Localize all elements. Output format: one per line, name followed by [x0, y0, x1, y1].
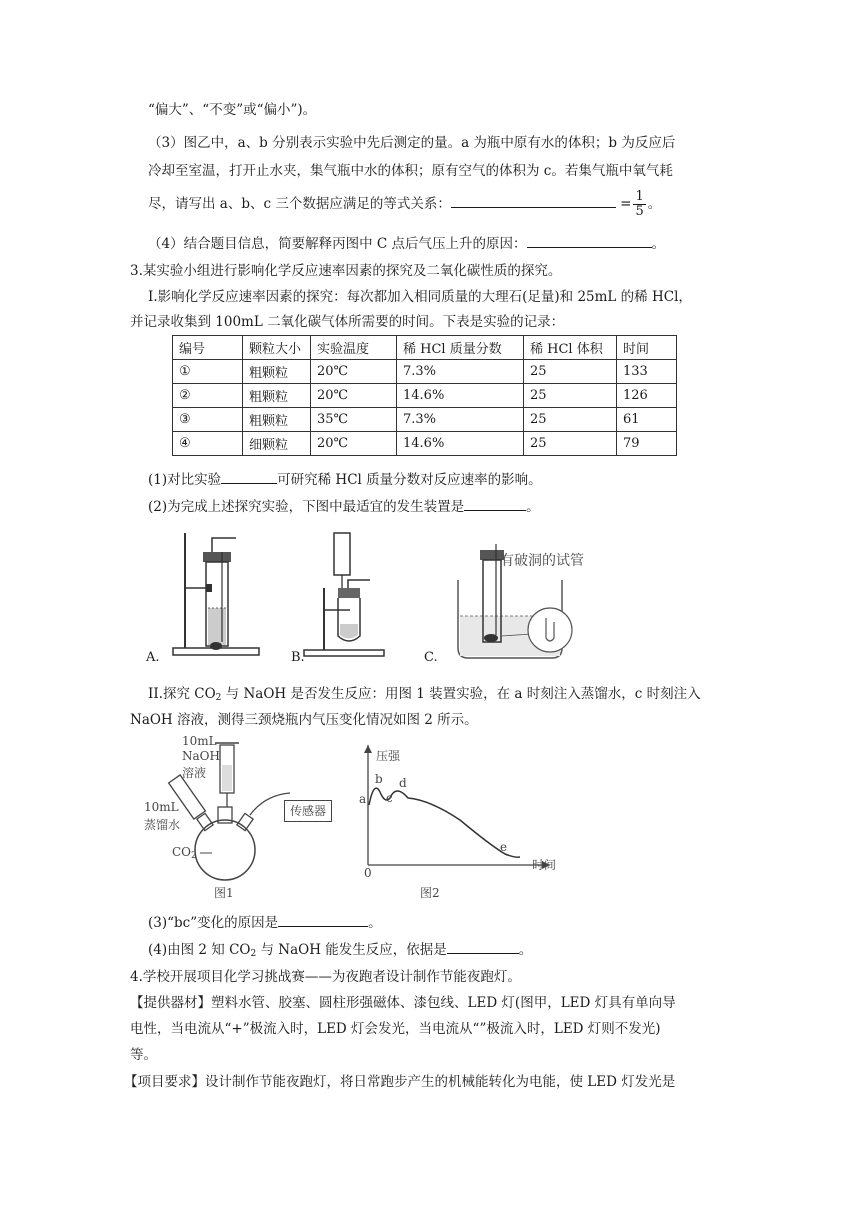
point-e-label: e: [500, 840, 508, 854]
table-cell: 25: [524, 360, 617, 384]
table-header: 编号: [173, 336, 243, 360]
p3-q2: [148, 497, 540, 517]
q4-end: 。: [651, 236, 666, 252]
table-header: 实验温度: [311, 336, 397, 360]
apparatus-c-label: C.: [424, 650, 438, 665]
q1-text-a: (1)对比实验: [148, 472, 222, 488]
co2-subscript: 2: [215, 693, 222, 703]
q4b-end: 。: [518, 942, 533, 958]
part2-text-a: II.探究 CO: [148, 686, 216, 702]
table-row: [173, 408, 677, 432]
q3-line1: （3）图乙中，a、b 分别表示实验中先后测定的量。a 为瓶中原有水的体积；b 为反应后: [148, 135, 676, 151]
table-cell: ④: [173, 432, 243, 456]
point-d-label: d: [399, 776, 407, 790]
table-cell: 25: [524, 384, 617, 408]
q1-answer-blank: [221, 483, 277, 484]
table-header: 稀 HCl 体积: [524, 336, 617, 360]
q3-line3-text: 尽，请写出 a、b、c 三个数据应满足的等式关系：: [148, 196, 451, 212]
p4-line1: 【提供器材】塑料水管、胶塞、圆柱形强磁体、漆包线、LED 灯(图甲，LED 灯具有单向导: [130, 995, 676, 1011]
p3-q1: [148, 470, 542, 490]
q3-end: 。: [647, 196, 662, 212]
q4-line: [148, 234, 665, 254]
q1-text-b: 可研究稀 HCl 质量分数对反应速率的影响。: [277, 472, 542, 488]
p3-part1-line2: 并记录收集到 100mL 二氧化碳气体所需要的时间。下表是实验的记录：: [130, 314, 565, 330]
table-header-row: [173, 336, 677, 360]
table-cell: 79: [617, 432, 677, 456]
q2-end: 。: [526, 499, 540, 515]
apparatus-a-figure: [140, 528, 270, 668]
co2-text: CO: [172, 845, 192, 859]
q3-line3: [148, 190, 661, 219]
table-cell: 细颗粒: [243, 432, 311, 456]
part2-q4: [148, 940, 532, 964]
table-cell: 126: [617, 384, 677, 408]
sensor-box: 传感器: [284, 800, 332, 822]
q2-answer-blank: [464, 510, 526, 511]
table-cell: 14.6%: [397, 432, 524, 456]
figure2-caption: 图2: [420, 886, 440, 900]
table-cell: 7.3%: [397, 408, 524, 432]
q4b-text-a: (4)由图 2 知 CO: [148, 942, 251, 958]
q2-tail: “偏大”、“不变”或“偏小”)。: [148, 102, 317, 118]
table-cell: 粗颗粒: [243, 408, 311, 432]
q4-text: （4）结合题目信息，简要解释丙图中 C 点后气压上升的原因：: [148, 236, 527, 252]
apparatus-c-note: 有破洞的试管: [500, 553, 584, 569]
q2-text: (2)为完成上述探究实验，下图中最适宜的发生装置是: [148, 499, 465, 515]
table-cell: 61: [617, 408, 677, 432]
q3b-end: 。: [368, 915, 382, 931]
table-header: 颗粒大小: [243, 336, 311, 360]
part2-q3: [148, 913, 382, 933]
table-cell: 20℃: [311, 384, 397, 408]
water-volume-label: 10mL: [144, 800, 179, 814]
p3-part1-line1: I.影响化学反应速率因素的探究：每次都加入相同质量的大理石(足量)和 25mL 的稀 HCl，: [148, 289, 692, 305]
table-cell: 14.6%: [397, 384, 524, 408]
apparatus-b-label: B.: [291, 650, 305, 665]
time-axis-label: 时间: [532, 858, 557, 872]
p4-line4: 【项目要求】设计制作节能夜跑灯，将日常跑步产生的机械能转化为电能，使 LED 灯发光是: [124, 1074, 676, 1090]
part2-text-b: 与 NaOH 是否发生反应：用图 1 装置实验，在 a 时刻注入蒸馏水，c 时刻注入: [221, 686, 701, 702]
table-row: [173, 432, 677, 456]
table-cell: 133: [617, 360, 677, 384]
q4b-text-b: 与 NaOH 能发生反应，依据是: [256, 942, 447, 958]
fraction-denominator: 5: [635, 204, 644, 219]
table-row: [173, 360, 677, 384]
origin-label: 0: [364, 866, 372, 880]
table-cell: 20℃: [311, 432, 397, 456]
figure1-caption: 图1: [214, 886, 234, 900]
table-cell: 20℃: [311, 360, 397, 384]
q4-answer-blank: [527, 247, 652, 248]
q3-answer-blank: [451, 207, 616, 208]
naoh-solution-label: 溶液: [182, 766, 207, 780]
q4b-answer-blank: [447, 953, 519, 954]
table-cell: ③: [173, 408, 243, 432]
p4-line2: 电性，当电流从“+”极流入时，LED 灯会发光，当电流从“”极流入时，LED 灯则不发光): [130, 1021, 661, 1037]
co2-subscript: 2: [191, 851, 197, 861]
naoh-volume-label: 10mL: [182, 734, 217, 748]
pressure-axis-label: 压强: [376, 749, 401, 763]
apparatus-a-label: A.: [146, 650, 160, 665]
point-a-label: a: [359, 792, 367, 806]
table-cell: 25: [524, 408, 617, 432]
q3b-answer-blank: [278, 926, 368, 927]
part2-line2: NaOH 溶液，测得三颈烧瓶内气压变化情况如图 2 所示。: [130, 712, 478, 728]
table-header: 时间: [617, 336, 677, 360]
problem3-title: 3.某实验小组进行影响化学反应速率因素的探究及二氧化碳性质的探究。: [130, 263, 562, 279]
p4-line3: 等。: [130, 1047, 157, 1063]
one-fifth-fraction: [633, 190, 645, 219]
co2-label: [172, 845, 197, 861]
table-cell: 35℃: [311, 408, 397, 432]
table-cell: 7.3%: [397, 360, 524, 384]
table-cell: ②: [173, 384, 243, 408]
co2-subscript: 2: [250, 949, 257, 959]
apparatus-b-figure: [290, 528, 400, 668]
table-cell: 25: [524, 432, 617, 456]
naoh-name-label: NaOH: [182, 749, 220, 763]
table-cell: 粗颗粒: [243, 360, 311, 384]
part2-line1: [148, 684, 701, 708]
equals-sign: =: [620, 196, 632, 212]
fraction-numerator: 1: [635, 189, 644, 204]
q3b-text: (3)“bc”变化的原因是: [148, 915, 279, 931]
point-c-label: c: [386, 791, 393, 805]
experiment-table: [172, 335, 677, 456]
q3-line2: 冷却至室温，打开止水夹，集气瓶中水的体积；原有空气的体积为 c。若集气瓶中氧气耗: [148, 163, 673, 179]
point-b-label: b: [375, 772, 383, 786]
table-cell: 粗颗粒: [243, 384, 311, 408]
table-row: [173, 384, 677, 408]
problem4-title: 4.学校开展项目化学习挑战赛——为夜跑者设计制作节能夜跑灯。: [130, 969, 521, 985]
water-name-label: 蒸馏水: [144, 818, 181, 832]
table-header: 稀 HCl 质量分数: [397, 336, 524, 360]
table-cell: ①: [173, 360, 243, 384]
